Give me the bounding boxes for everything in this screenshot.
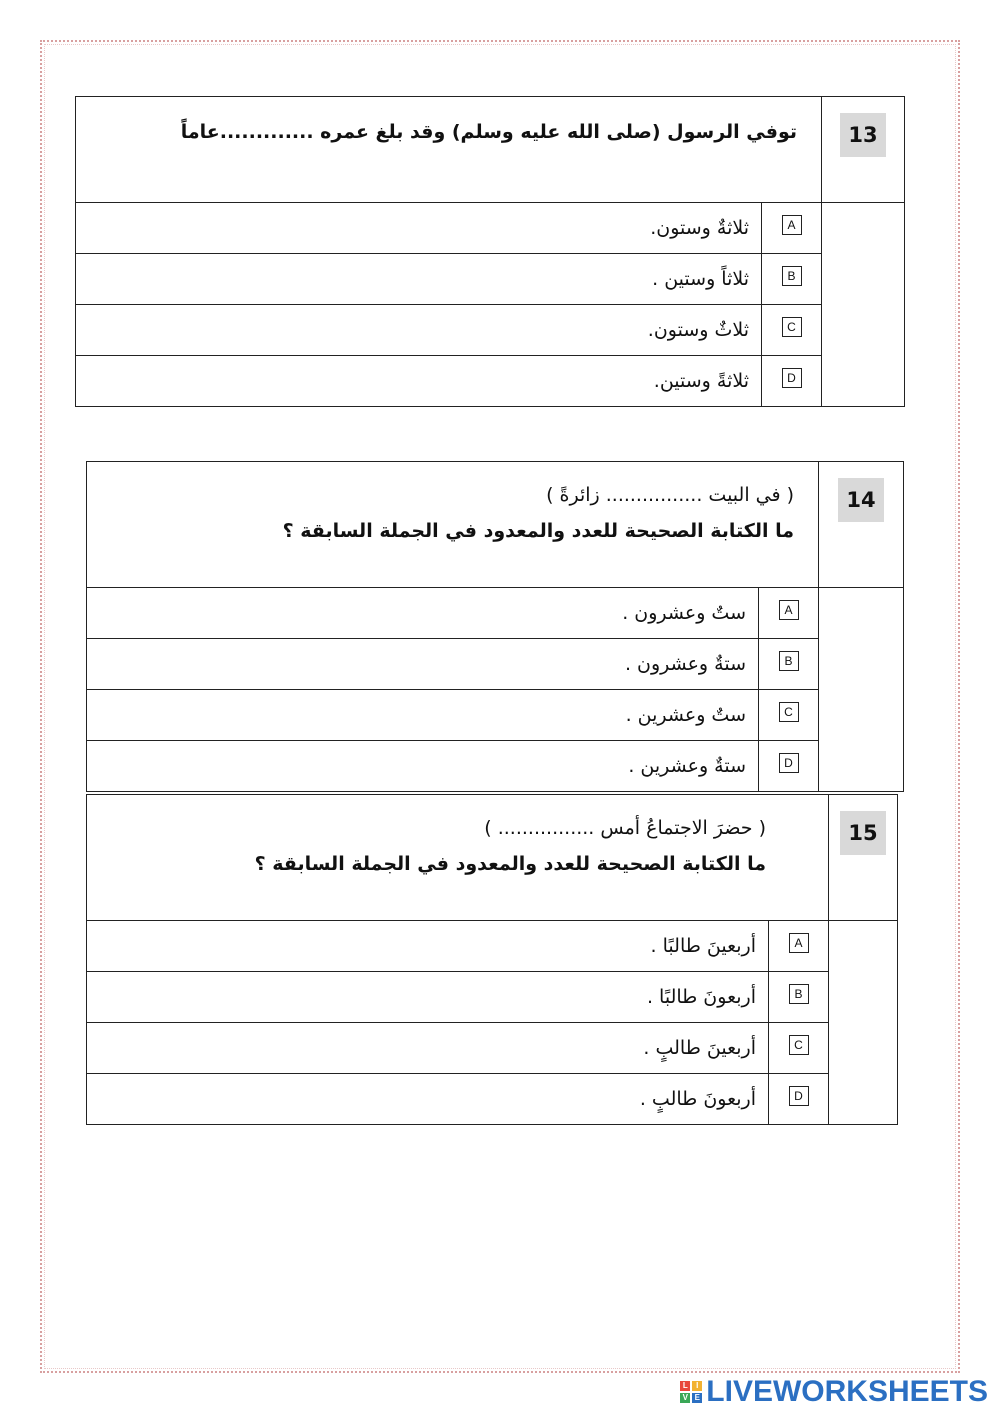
option-b-text[interactable]: ستةٌ وعشرون . <box>87 639 759 690</box>
option-a-box[interactable]: A <box>789 933 809 953</box>
option-a-text[interactable]: أربعينَ طالبًا . <box>87 921 769 972</box>
question-context: ( حضرَ الاجتماعُ أمس ................ ) <box>484 817 767 839</box>
blank-cell <box>822 203 905 407</box>
option-c-text[interactable]: ثلاثٌ وستون. <box>76 305 762 356</box>
option-c-box[interactable]: C <box>779 702 799 722</box>
question-text-cell <box>87 795 829 921</box>
blank-cell <box>829 921 898 1125</box>
option-d-box[interactable]: D <box>779 753 799 773</box>
option-c-box[interactable]: C <box>782 317 802 337</box>
question-number-cell <box>829 795 898 921</box>
logo-letter: L <box>680 1381 690 1391</box>
option-b-box[interactable]: B <box>789 984 809 1004</box>
question-text: ما الكتابة الصحيحة للعدد والمعدود في الجملة السابقة ؟ <box>254 853 767 875</box>
option-d-text[interactable]: ثلاثةً وستين. <box>76 356 762 407</box>
question-14 <box>86 461 904 792</box>
option-b-text[interactable]: أربعونَ طالبًا . <box>87 972 769 1023</box>
option-d-box[interactable]: D <box>782 368 802 388</box>
logo-letter: E <box>692 1393 702 1403</box>
brand-text: LIVEWORKSHEETS <box>706 1375 988 1408</box>
option-d-text[interactable]: ستةٌ وعشرين . <box>87 741 759 792</box>
option-c-text[interactable]: ستٌ وعشرين . <box>87 690 759 741</box>
question-13 <box>75 96 905 407</box>
question-text: توفي الرسول (صلى الله عليه وسلم) وقد بلغ عمره .............عاماً <box>180 121 797 143</box>
option-d-box[interactable]: D <box>789 1086 809 1106</box>
option-a-box[interactable]: A <box>779 600 799 620</box>
logo-letter: V <box>680 1393 690 1403</box>
blank-cell <box>819 588 904 792</box>
liveworksheets-logo-icon <box>680 1381 702 1403</box>
option-a-box[interactable]: A <box>782 215 802 235</box>
option-a-text[interactable]: ستٌ وعشرون . <box>87 588 759 639</box>
question-number: 14 <box>838 478 884 522</box>
question-number: 15 <box>840 811 886 855</box>
logo-letter: I <box>692 1381 702 1391</box>
footer-brand[interactable] <box>680 1376 988 1408</box>
option-b-box[interactable]: B <box>779 651 799 671</box>
question-number-cell <box>819 462 904 588</box>
question-context: ( في البيت ................ زائرةً ) <box>546 484 795 506</box>
option-b-box[interactable]: B <box>782 266 802 286</box>
question-number-cell <box>822 97 905 203</box>
question-text-cell <box>87 462 819 588</box>
question-text-cell <box>76 97 822 203</box>
question-15 <box>86 794 898 1125</box>
option-c-text[interactable]: أربعينَ طالبٍ . <box>87 1023 769 1074</box>
option-c-box[interactable]: C <box>789 1035 809 1055</box>
question-text: ما الكتابة الصحيحة للعدد والمعدود في الجملة السابقة ؟ <box>282 520 795 542</box>
option-a-text[interactable]: ثلاثةٌ وستون. <box>76 203 762 254</box>
question-number: 13 <box>840 113 886 157</box>
option-d-text[interactable]: أربعونَ طالبٍ . <box>87 1074 769 1125</box>
option-b-text[interactable]: ثلاثاً وستين . <box>76 254 762 305</box>
